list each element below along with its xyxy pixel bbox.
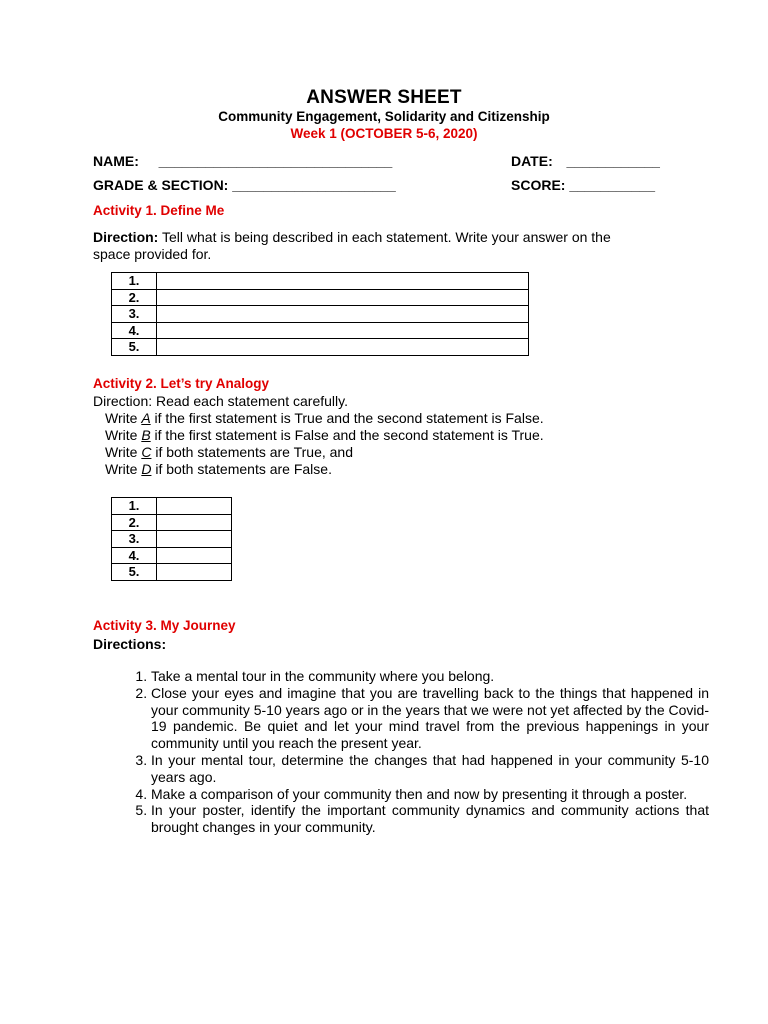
row-number: 1.: [112, 498, 157, 515]
letter-a: A: [141, 410, 151, 426]
table-row: [112, 273, 529, 290]
date-field: [511, 153, 660, 169]
answer-cell[interactable]: [157, 498, 232, 515]
activity-3-directions-list: [118, 668, 709, 836]
instruction-line: Write B if the first statement is False and the second statement is True.: [105, 427, 544, 443]
activity-1-direction-label: Direction:: [93, 229, 159, 245]
row-number: 2.: [112, 514, 157, 531]
subject-title: Community Engagement, Solidarity and Citizenship: [218, 109, 550, 124]
activity-2-direction: [93, 393, 693, 478]
page-title: ANSWER SHEET: [306, 87, 462, 108]
answer-cell[interactable]: [157, 547, 232, 564]
instruction-line: Write A if the first statement is True and the second statement is False.: [105, 410, 544, 426]
answer-cell[interactable]: [157, 531, 232, 548]
answer-cell[interactable]: [157, 273, 529, 290]
answer-cell[interactable]: [157, 322, 529, 339]
answer-cell[interactable]: [157, 339, 529, 356]
instruction-line: Write C if both statements are True, and: [105, 444, 353, 460]
table-row: [112, 564, 232, 581]
table-row: [112, 306, 529, 323]
list-item: 3. In your mental tour, determine the changes that had happened in your community 5-10 years ago.: [151, 752, 709, 786]
row-number: 3.: [112, 306, 157, 323]
activity-1-direction: [93, 229, 683, 263]
list-item: 1. Take a mental tour in the community where you belong.: [151, 668, 709, 685]
table-row: [112, 531, 232, 548]
table-row: [112, 547, 232, 564]
score-field: [511, 177, 655, 193]
table-row: [112, 339, 529, 356]
grade-section-line: _____________________: [232, 177, 396, 193]
activity-1-heading: Activity 1. Define Me: [93, 203, 225, 218]
answer-cell[interactable]: [157, 564, 232, 581]
name-label: NAME:: [93, 153, 139, 169]
activity-3-directions-label: Directions:: [93, 636, 167, 652]
row-number: 4.: [112, 547, 157, 564]
letter-b: B: [141, 427, 151, 443]
answer-cell[interactable]: [157, 289, 529, 306]
activity-2-heading: Activity 2. Let’s try Analogy: [93, 376, 270, 391]
score-line: ___________: [569, 177, 655, 193]
row-number: 4.: [112, 322, 157, 339]
name-field: [93, 153, 392, 169]
activity-1-direction-text: Tell what is being described in each statement. Write your answer on the: [161, 229, 611, 245]
date-label: DATE:: [511, 153, 553, 169]
row-number: 2.: [112, 289, 157, 306]
list-item: 4. Make a comparison of your community then and now by presenting it through a poster.: [151, 786, 709, 803]
activity-1-answer-table: [111, 272, 529, 356]
week-label: Week 1 (OCTOBER 5-6, 2020): [290, 126, 478, 141]
table-row: [112, 289, 529, 306]
grade-section-field: [93, 177, 396, 193]
row-number: 1.: [112, 273, 157, 290]
letter-c: C: [141, 444, 152, 460]
activity-1-direction-text-2: space provided for.: [93, 246, 212, 262]
row-number: 5.: [112, 564, 157, 581]
table-row: [112, 514, 232, 531]
row-number: 5.: [112, 339, 157, 356]
table-row: [112, 498, 232, 515]
letter-d: D: [141, 461, 152, 477]
activity-2-answer-table: [111, 497, 232, 581]
activity-2-direction-text: Direction: Read each statement carefully.: [93, 393, 348, 409]
name-line: ______________________________: [158, 153, 393, 169]
grade-section-label: GRADE & SECTION:: [93, 177, 229, 193]
list-item: 5. In your poster, identify the important community dynamics and community actions that brought changes in your community.: [151, 802, 709, 836]
instruction-line: Write D if both statements are False.: [105, 461, 332, 477]
date-line: ____________: [566, 153, 660, 169]
row-number: 3.: [112, 531, 157, 548]
answer-cell[interactable]: [157, 514, 232, 531]
list-item: 2. Close your eyes and imagine that you are travelling back to the things that happened in your community 5-10 years ago or in the years that we were not yet affected by the Covid-19 pandemic. Be quiet and let your mind travel from the previous happenings in your community until you reach the present year.: [151, 685, 709, 752]
table-row: [112, 322, 529, 339]
answer-cell[interactable]: [157, 306, 529, 323]
score-label: SCORE:: [511, 177, 566, 193]
activity-3-heading: Activity 3. My Journey: [93, 618, 236, 633]
